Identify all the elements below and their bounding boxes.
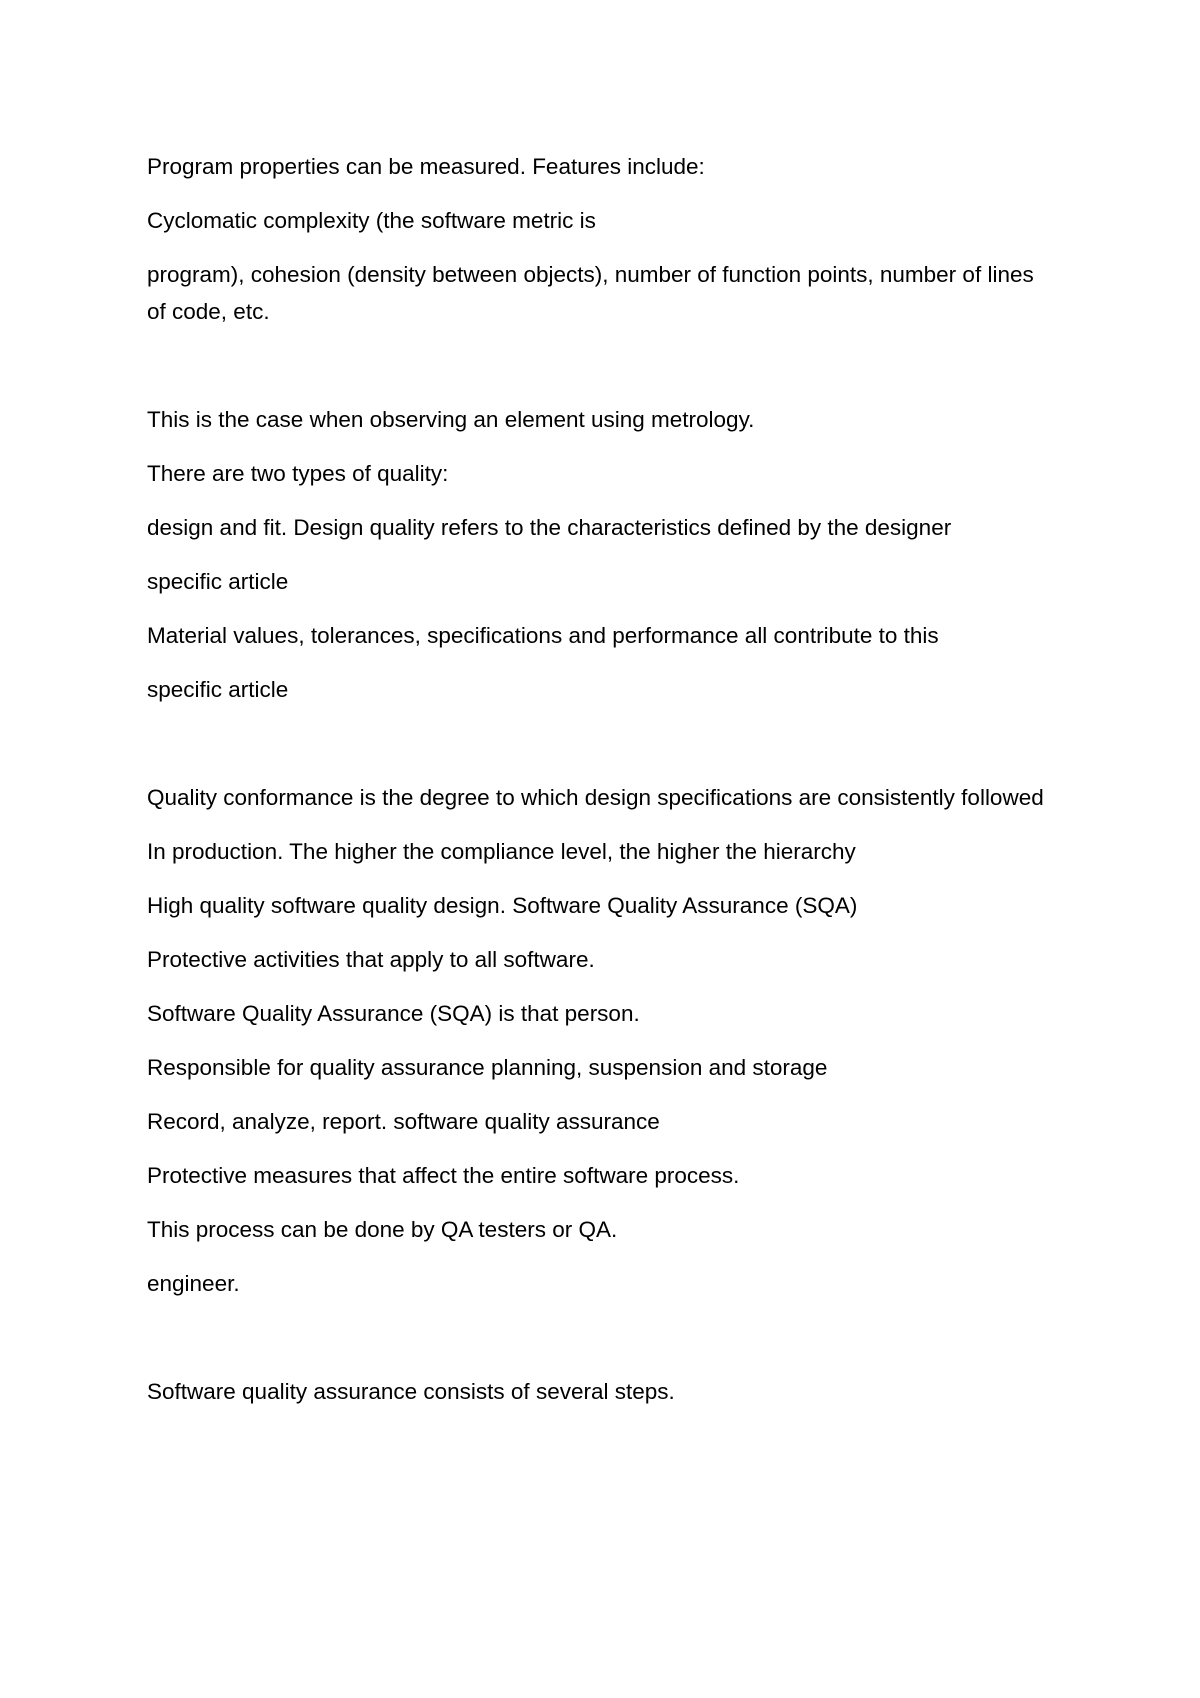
document-body [147, 148, 1047, 1427]
paragraph: Program properties can be measured. Features include: [147, 154, 705, 179]
paragraph: Software quality assurance consists of several steps. [147, 1379, 675, 1404]
paragraph: There are two types of quality: [147, 461, 449, 486]
paragraph: program), cohesion (density between objects), number of function points, number of lines of code, etc. [147, 262, 1034, 324]
paragraph: Record, analyze, report. software quality assurance [147, 1109, 660, 1134]
paragraph: High quality software quality design. Software Quality Assurance (SQA) [147, 893, 858, 918]
paragraph: This is the case when observing an element using metrology. [147, 407, 755, 432]
paragraph: Protective activities that apply to all software. [147, 947, 595, 972]
paragraph: specific article [147, 569, 289, 594]
paragraph: In production. The higher the compliance level, the higher the hierarchy [147, 839, 856, 864]
blank-line [147, 347, 1047, 401]
paragraph: specific article [147, 677, 289, 702]
blank-line [147, 725, 1047, 779]
paragraph: Material values, tolerances, specifications and performance all contribute to this [147, 623, 939, 648]
paragraph: This process can be done by QA testers or QA. [147, 1217, 618, 1242]
paragraph: design and fit. Design quality refers to the characteristics defined by the designer [147, 515, 952, 540]
paragraph: Quality conformance is the degree to which design specifications are consistently followed [147, 785, 1044, 810]
blank-line [147, 1319, 1047, 1373]
paragraph: Responsible for quality assurance planning, suspension and storage [147, 1055, 828, 1080]
paragraph: engineer. [147, 1271, 240, 1296]
paragraph: Protective measures that affect the entire software process. [147, 1163, 740, 1188]
paragraph: Software Quality Assurance (SQA) is that person. [147, 1001, 640, 1026]
paragraph: Cyclomatic complexity (the software metric is [147, 208, 596, 233]
